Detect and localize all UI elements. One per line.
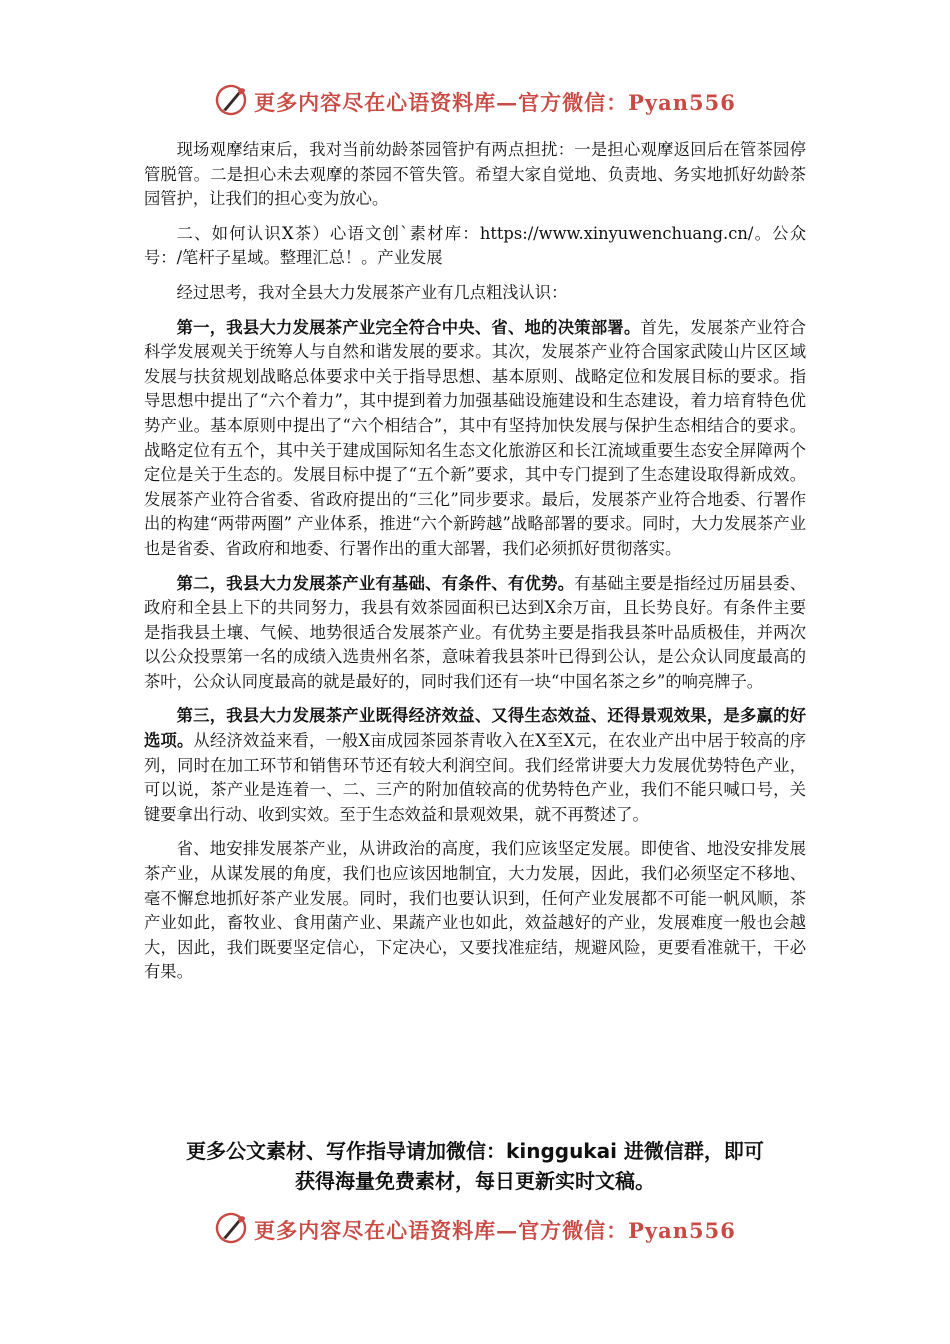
- paragraph-point-two: 第二，我县大力发展茶产业有基础、有条件、有优势。有基础主要是指经过历届县委、政府和全县上下的共同努力，我县有效茶园面积已达到X余万亩，且长势良好。有条件主要是指我县土壤、气候、地势很适合发展茶产业。有优势主要是指我县茶叶品质极佳，并两次以公众投票第一名的成绩入选贵州名茶，意味着我县茶叶已得到公认，是公众认同度最高的茶叶，公众认同度最高的就是最好的，同时我们还有一块“中国名茶之乡”的响亮牌子。: [144, 573, 806, 691]
- header-banner: [0, 82, 950, 122]
- paragraph-heading-two: 二、如何认识X茶）心语文创`素材库：https://www.xinyuwenchuang.cn/。公众号：/笔杆子星域。整理汇总！。产业发展: [144, 223, 806, 268]
- point-two-heading: 第二，我县大力发展茶产业有基础、有条件、有优势。: [176, 573, 575, 593]
- paragraph: 现场观摩结束后，我对当前幼龄茶园管护有两点担扰：一是担心观摩返回后在管茶园停管脱管。二是担心未去观摩的茶园不管失管。希望大家自觉地、负责地、务实地抓好幼龄茶园管护，让我们的担心变为放心。: [144, 140, 806, 209]
- footer-banner-text: 更多内容尽在心语资料库—官方微信：Pyan556: [254, 1218, 736, 1243]
- quill-pen-logo-icon: [214, 83, 248, 122]
- paragraph: 经过思考，我对全县大力发展茶产业有几点粗浅认识：: [176, 282, 568, 302]
- point-three-heading: 第三，我县大力发展茶产业既得经济效益、又得生态效益、还得景观效果，是多赢的好选项。: [144, 706, 806, 751]
- paragraph-point-one: 第一，我县大力发展茶产业完全符合中央、省、地的决策部署。首先，发展茶产业符合科学发展观关于统筹人与自然和谐发展的要求。其次，发展茶产业符合国家武陵山片区区域发展与扶贫规划战略总体要求中关于指导思想、基本原则、战略定位和发展目标的要求。指导思想中提出了“六个着力”，其中提到着力加强基础设施建设和生态建设，着力培育特色优势产业。基本原则中提出了“六个相结合”，其中有坚持加快发展与保护生态相结合的要求。战略定位有五个，其中关于建成国际知名生态文化旅游区和长江流域重要生态安全屏障两个定位是关于生态的。发展目标中提了“五个新”要求，其中专门提到了生态建设取得新成效。发展茶产业符合省委、省政府提出的“三化”同步要求。最后，发展茶产业符合地委、行署作出的构建“两带两圈” 产业体系，推进“六个新跨越”战略部署的要求。同时，大力发展茶产业也是省委、省政府和地委、行署作出的重大部署，我们必须抓好贯彻落实。: [144, 317, 806, 558]
- document-body: [144, 138, 806, 995]
- cta-line-2: 获得海量免费素材，每日更新实时文稿。: [295, 1169, 655, 1193]
- paragraph-point-three: 第三，我县大力发展茶产业既得经济效益、又得生态效益、还得景观效果，是多赢的好选项。从经济效益来看，一般X亩成园茶园茶青收入在X至X元，在农业产出中居于较高的序列，同时在加工环节和销售环节还有较大利润空间。我们经常讲要大力发展优势特色产业，可以说，茶产业是连着一、二、三产的附加值较高的优势特色产业，我们不能只喊口号，关键要拿出行动、收到实效。至于生态效益和景观效果，就不再赘述了。: [144, 706, 806, 824]
- point-one-heading: 第一，我县大力发展茶产业完全符合中央、省、地的决策部署。: [176, 317, 641, 337]
- paragraph-conclusion: 省、地安排发展茶产业，从讲政治的高度，我们应该坚定发展。即使省、地没安排发展茶产业，从谋发展的角度，我们也应该因地制宜，大力发展，因此，我们必须坚定不移地、毫不懈怠地抓好茶产业发展。同时，我们也要认识到，任何产业发展都不可能一帆风顺，茶产业如此，畜牧业、食用菌产业、果蔬产业也如此，效益越好的产业，发展难度一般也会越大，因此，我们既要坚定信心，下定决心，又要找准症结，规避风险，更要看准就干，干必有果。: [144, 839, 806, 982]
- call-to-action: [120, 1136, 830, 1196]
- cta-line-1: 更多公文素材、写作指导请加微信：kinggukai 进微信群，即可: [186, 1139, 764, 1163]
- header-banner-text: 更多内容尽在心语资料库—官方微信：Pyan556: [254, 90, 736, 115]
- footer-banner: [0, 1210, 950, 1250]
- quill-pen-logo-icon: [214, 1211, 248, 1250]
